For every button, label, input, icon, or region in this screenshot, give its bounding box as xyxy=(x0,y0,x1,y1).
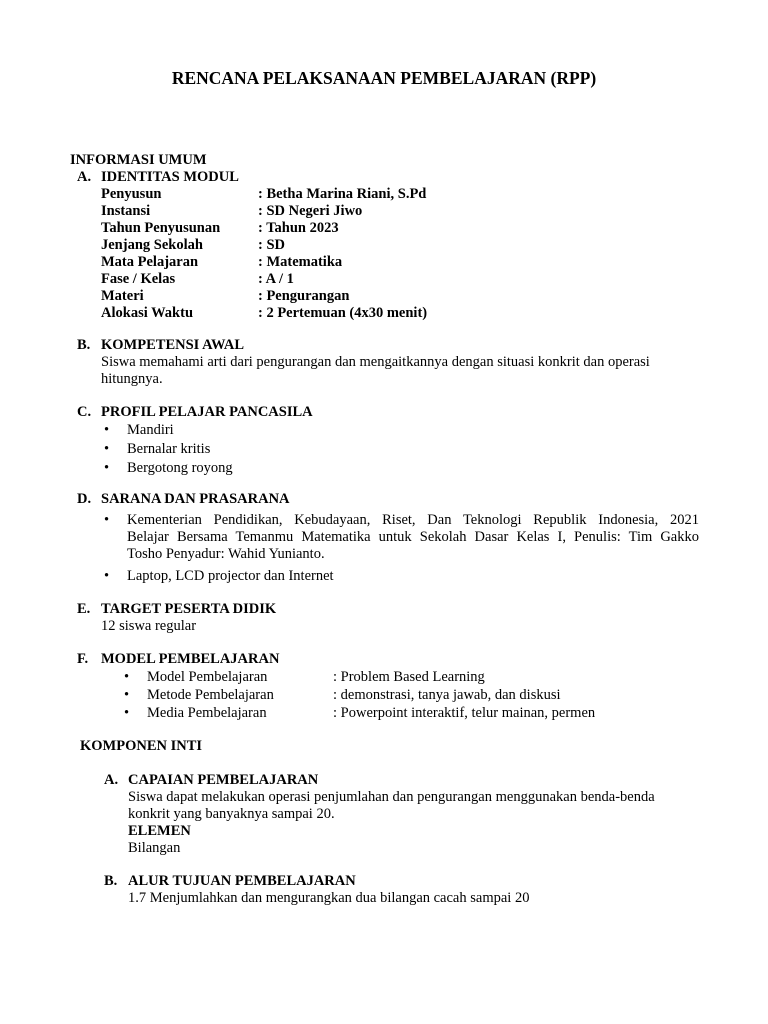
section-letter: F. xyxy=(77,651,89,667)
identitas-row xyxy=(101,186,427,203)
list-item-text: Mandiri xyxy=(127,422,174,438)
identitas-table xyxy=(101,186,427,322)
paragraph-line: Siswa dapat melakukan operasi penjumlahan dan pengurangan menggunakan benda-benda xyxy=(128,789,655,805)
identitas-row xyxy=(101,305,427,322)
identitas-key: Instansi xyxy=(101,203,151,219)
identitas-value: : Pengurangan xyxy=(258,288,350,304)
list-item xyxy=(101,459,233,478)
model-key: Metode Pembelajaran xyxy=(147,687,274,703)
paragraph-line: konkrit yang banyaknya sampai 20. xyxy=(128,806,335,822)
paragraph-line: Belajar Bersama Temanmu Matematika untuk Sekolah Dasar Kelas I, Penulis: Tim Gakko xyxy=(127,529,699,545)
identitas-key: Mata Pelajaran xyxy=(101,254,199,270)
identitas-value: : Matematika xyxy=(258,254,343,270)
identitas-key: Materi xyxy=(101,288,144,304)
list-item-text: Laptop, LCD projector dan Internet xyxy=(127,568,334,584)
section-kompetensi-awal xyxy=(77,337,244,354)
model-key: Model Pembelajaran xyxy=(147,669,268,685)
section-letter: C. xyxy=(77,404,92,420)
paragraph-line: Tosho Penyadur: Wahid Yunianto. xyxy=(127,546,325,562)
section-heading: MODEL PEMBELAJARAN xyxy=(101,651,280,667)
paragraph-line: hitungnya. xyxy=(101,371,163,387)
identitas-key: Fase / Kelas xyxy=(101,271,176,287)
section-heading: ALUR TUJUAN PEMBELAJARAN xyxy=(128,873,356,889)
identitas-value: : A / 1 xyxy=(258,271,294,287)
section-profil-pelajar xyxy=(77,404,313,421)
identitas-key: Jenjang Sekolah xyxy=(101,237,203,253)
identitas-row xyxy=(101,203,427,220)
section-heading: IDENTITAS MODUL xyxy=(101,169,239,185)
section-capaian-pembelajaran xyxy=(104,772,318,789)
section-letter: A. xyxy=(104,772,119,788)
model-list xyxy=(121,668,595,722)
model-value: : Problem Based Learning xyxy=(333,669,485,685)
list-item xyxy=(101,512,699,563)
section-letter: D. xyxy=(77,491,92,507)
bullet-icon: • xyxy=(104,460,110,476)
identitas-value: : SD xyxy=(258,237,285,253)
bullet-icon: • xyxy=(104,568,110,584)
elemen-value: Bilangan xyxy=(128,840,181,856)
list-item xyxy=(101,440,233,459)
section-heading: SARANA DAN PRASARANA xyxy=(101,491,290,507)
section-letter: B. xyxy=(77,337,91,353)
section-heading: PROFIL PELAJAR PANCASILA xyxy=(101,404,313,420)
identitas-key: Penyusun xyxy=(101,186,162,202)
alur-text: 1.7 Menjumlahkan dan mengurangkan dua bilangan cacah sampai 20 xyxy=(128,890,530,906)
identitas-row xyxy=(101,254,427,271)
bullet-icon: • xyxy=(124,669,130,685)
identitas-key: Alokasi Waktu xyxy=(101,305,194,321)
list-item xyxy=(121,686,595,704)
paragraph-line: Siswa memahami arti dari pengurangan dan mengaitkannya dengan situasi konkrit dan operasi xyxy=(101,354,650,370)
section-letter: B. xyxy=(104,873,118,889)
section-alur-tujuan xyxy=(104,873,356,890)
identitas-key: Tahun Penyusunan xyxy=(101,220,221,236)
section-heading: KOMPETENSI AWAL xyxy=(101,337,245,353)
list-item xyxy=(101,568,699,585)
list-item-text: Bernalar kritis xyxy=(127,441,211,457)
identitas-row xyxy=(101,220,427,237)
target-text: 12 siswa regular xyxy=(101,618,197,634)
section-sarana-prasarana xyxy=(77,491,290,508)
bullet-icon: • xyxy=(104,422,110,438)
section-komponen-inti: KOMPONEN INTI xyxy=(80,738,203,754)
section-identitas-modul xyxy=(77,169,239,186)
section-letter: A. xyxy=(77,169,92,185)
document-title: RENCANA PELAKSANAAN PEMBELAJARAN (RPP) xyxy=(171,68,597,88)
paragraph-line: Kementerian Pendidikan, Kebudayaan, Riset, Dan Teknologi Republik Indonesia, 2021 xyxy=(127,512,699,528)
section-model-pembelajaran xyxy=(77,651,279,668)
identitas-value: : 2 Pertemuan (4x30 menit) xyxy=(258,305,428,321)
identitas-row xyxy=(101,271,427,288)
sarana-list xyxy=(101,512,699,585)
list-item xyxy=(101,421,233,440)
elemen-label: ELEMEN xyxy=(128,823,191,839)
bullet-icon: • xyxy=(104,512,110,528)
bullet-icon: • xyxy=(124,705,130,721)
model-value: : demonstrasi, tanya jawab, dan diskusi xyxy=(333,687,561,703)
capaian-text xyxy=(128,789,718,857)
profil-list xyxy=(101,421,233,478)
section-letter: E. xyxy=(77,601,91,617)
identitas-value: : Tahun 2023 xyxy=(258,220,339,236)
model-value: : Powerpoint interaktif, telur mainan, permen xyxy=(333,705,596,721)
identitas-row xyxy=(101,237,427,254)
model-key: Media Pembelajaran xyxy=(147,705,267,721)
section-informasi-umum: INFORMASI UMUM xyxy=(70,152,207,168)
list-item-text: Bergotong royong xyxy=(127,460,233,476)
section-heading: TARGET PESERTA DIDIK xyxy=(101,601,277,617)
bullet-icon: • xyxy=(124,687,130,703)
section-target-peserta xyxy=(77,601,276,618)
identitas-value: : SD Negeri Jiwo xyxy=(258,203,363,219)
section-heading: CAPAIAN PEMBELAJARAN xyxy=(128,772,319,788)
identitas-row xyxy=(101,288,427,305)
kompetensi-text xyxy=(101,354,699,388)
identitas-value: : Betha Marina Riani, S.Pd xyxy=(258,186,427,202)
list-item xyxy=(121,704,595,722)
bullet-icon: • xyxy=(104,441,110,457)
list-item xyxy=(121,668,595,686)
